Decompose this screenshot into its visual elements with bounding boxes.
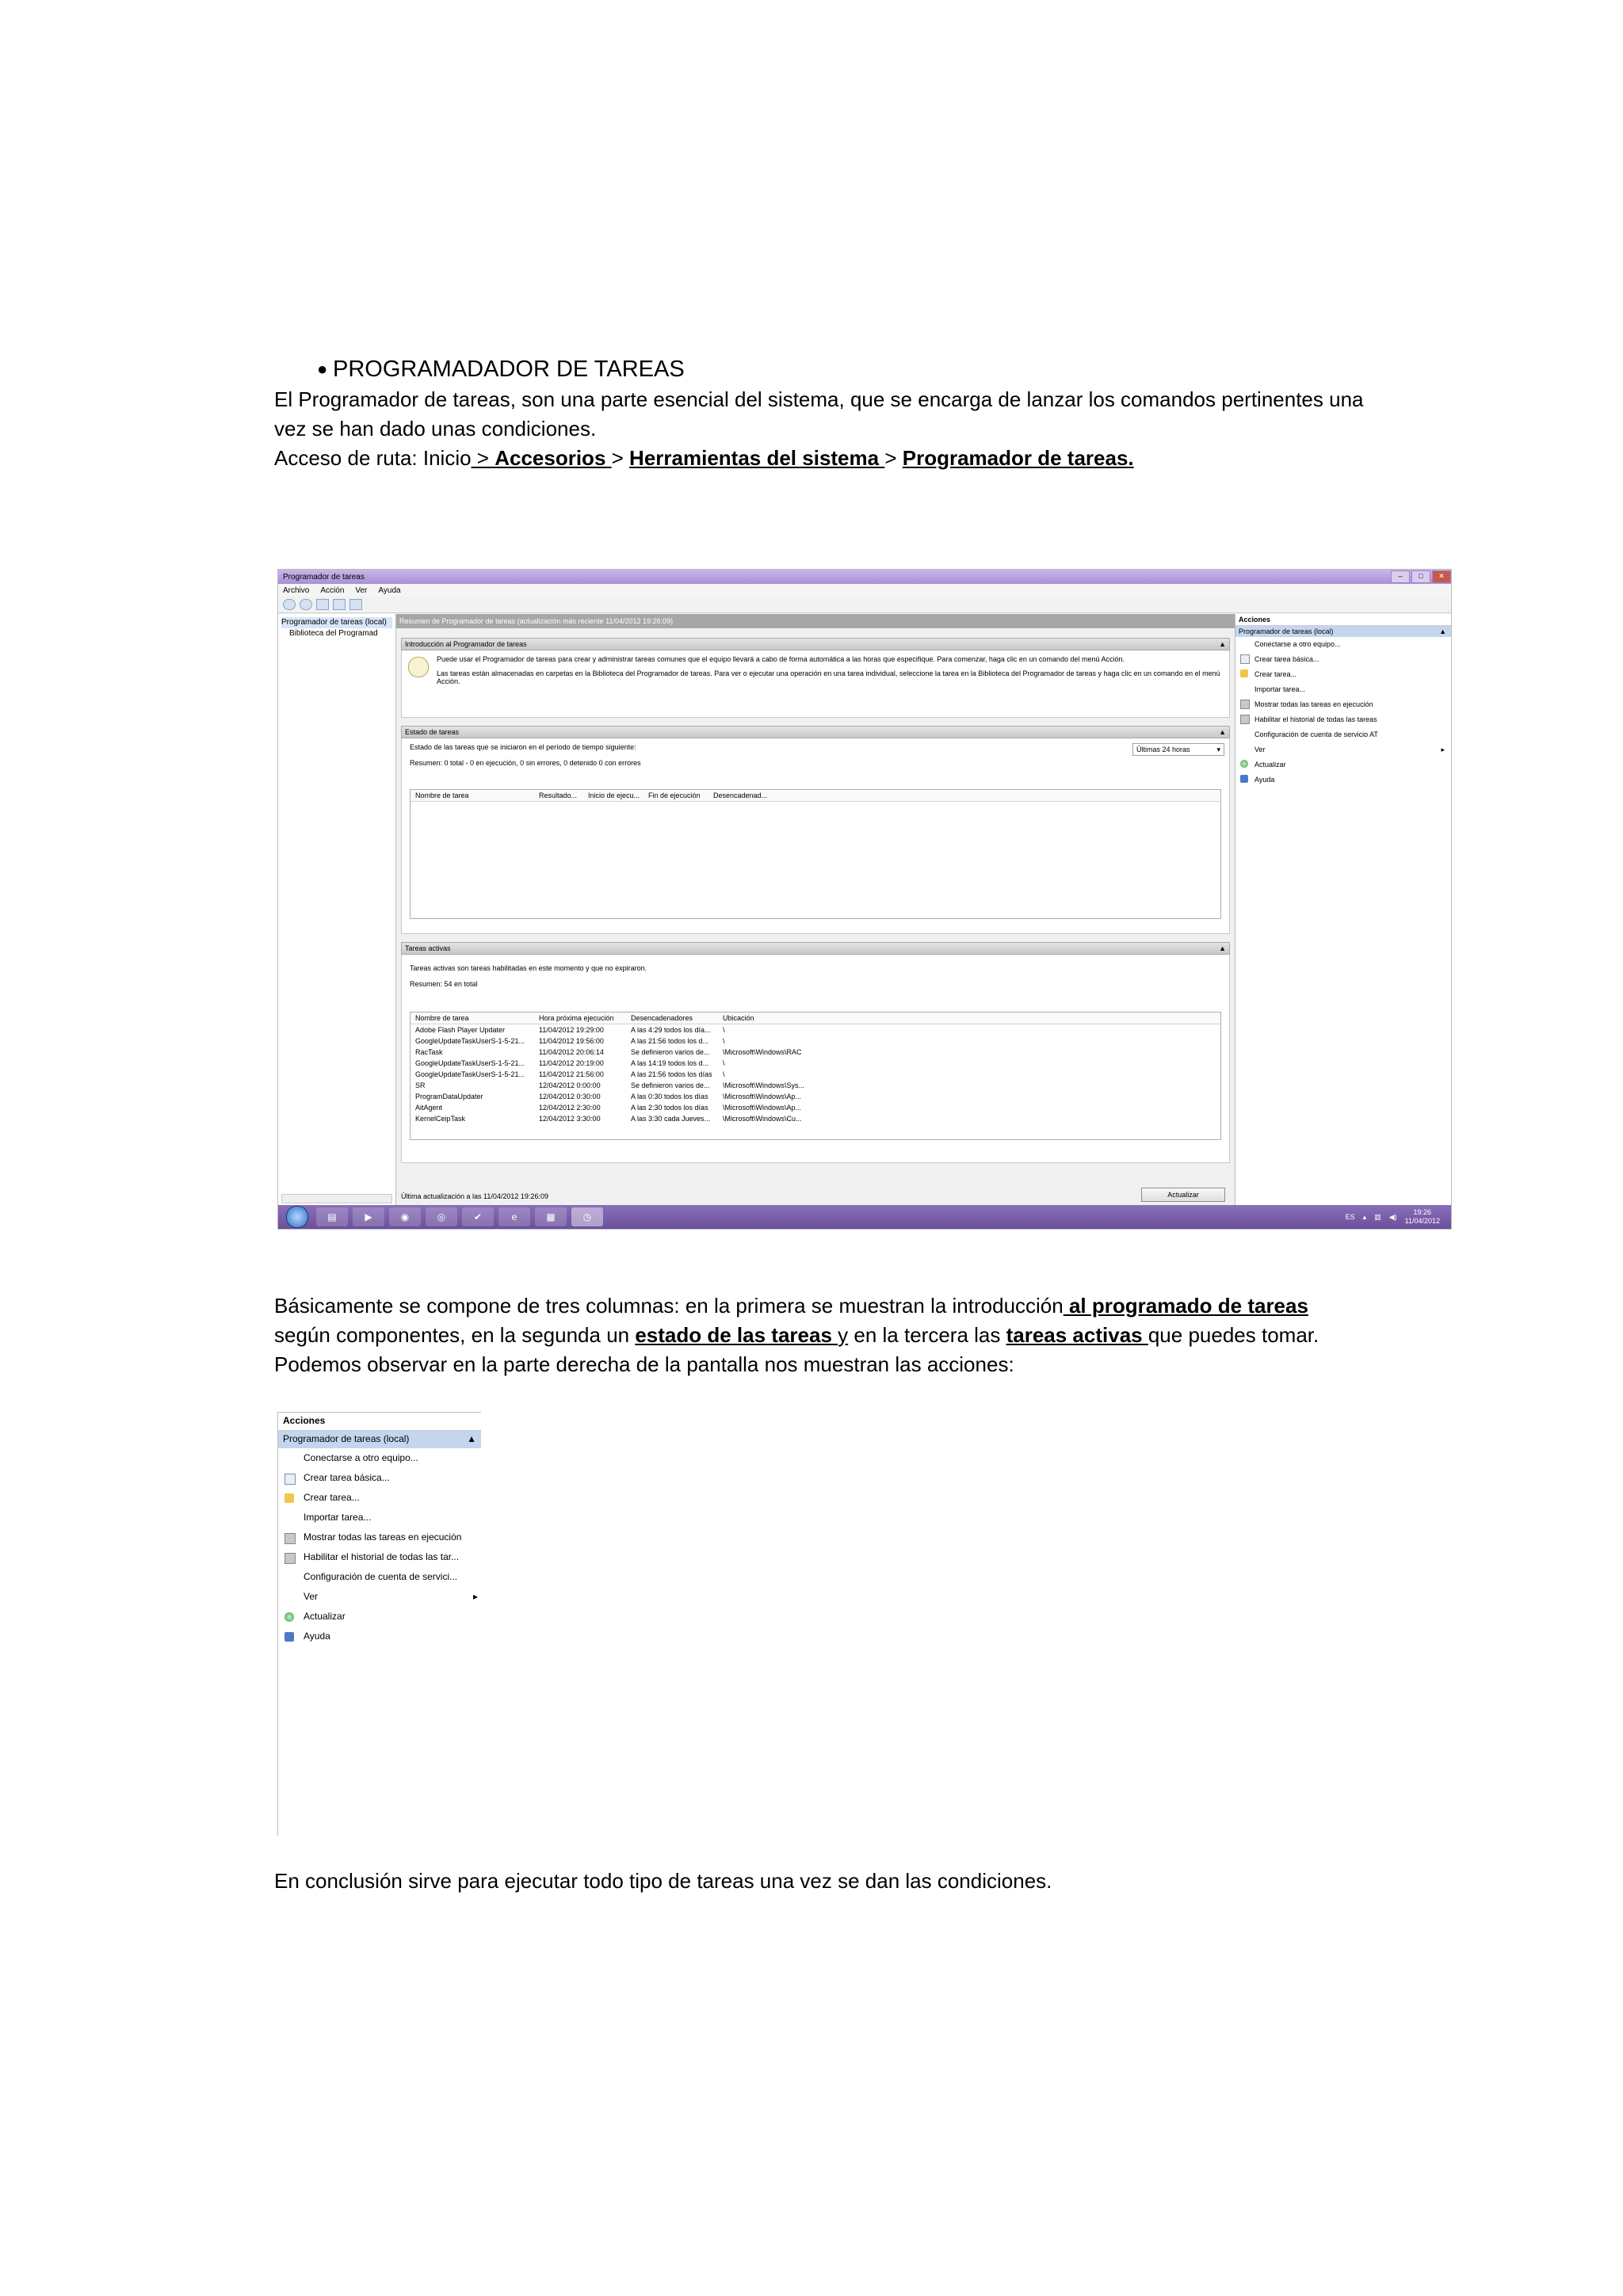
action-create-basic[interactable]: Crear tarea básica... [1235, 652, 1451, 667]
action-at-service[interactable]: Configuración de cuenta de servicio AT [1254, 730, 1378, 738]
window-titlebar [278, 570, 1451, 584]
action-enable-history[interactable]: Habilitar el historial de todas las tareas [1235, 712, 1451, 727]
internet-explorer-icon[interactable]: e [498, 1207, 530, 1226]
tray-arrow-icon[interactable]: ▴ [1362, 1212, 1367, 1221]
start-button-icon[interactable] [286, 1206, 308, 1228]
toolbar [278, 597, 1451, 613]
route-prefix: Acceso de ruta: Inicio [274, 446, 472, 470]
action-connect[interactable]: Conectarse a otro equipo... [1254, 640, 1341, 648]
collapse-icon: ▲ [1219, 728, 1226, 736]
forward-icon[interactable] [300, 599, 312, 610]
summary-pane [396, 614, 1235, 1205]
minimize-button[interactable]: – [1391, 570, 1410, 583]
update-button[interactable]: Actualizar [1141, 1188, 1225, 1202]
intro-text: El Programador de tareas, son una parte esencial del sistema, que se encarga de lanzar los comandos pertinentes una vez se han dado unas condiciones. [274, 387, 1364, 441]
list-icon [285, 1533, 296, 1544]
tree-item-local[interactable]: Programador de tareas (local) [281, 617, 392, 628]
chart-app-icon[interactable]: ▦ [535, 1207, 567, 1226]
route-link-programador[interactable]: Programador de tareas. [902, 446, 1134, 470]
period-dropdown[interactable]: Últimas 24 horas ▾ [1132, 743, 1224, 756]
action-refresh[interactable]: Actualizar [1235, 757, 1451, 772]
table-row[interactable]: GoogleUpdateTaskUserS-1-5-21... 11/04/2012 19:56:00 A las 21:56 todos los d... \ [415, 1037, 725, 1045]
table-row[interactable]: ProgramDataUpdater 12/04/2012 0:30:00 A las 0:30 todos los días \Microsoft\Windows\Ap... [415, 1093, 802, 1100]
history-icon [285, 1553, 296, 1564]
history-icon [1240, 715, 1250, 724]
chevron-right-icon: ▸ [472, 1591, 478, 1602]
table-row[interactable]: GoogleUpdateTaskUserS-1-5-21... 11/04/2012 21:56:00 A las 21:56 todos los días \ [415, 1070, 725, 1078]
intro-section-header[interactable]: Introducción al Programador de tareas ▲ [401, 638, 1230, 650]
summary-header: Resumen de Programador de tareas (actualización más reciente 11/04/2012 19:26:09) [396, 614, 1235, 628]
action-pane-icon[interactable] [349, 599, 362, 610]
refresh-icon [1240, 760, 1248, 768]
action-at-service[interactable]: Configuración de cuenta de servici... [304, 1571, 458, 1582]
link-intro[interactable]: al programado de tareas [1063, 1294, 1308, 1318]
taskbar [278, 1205, 1451, 1229]
active-section-body: Tareas activas son tareas habilitadas en este momento y que no expiraron. Resumen: 54 en total Nombre de tarea Hora próxima ejecución Desencadenadores Ubicación Adobe Flash Player Updater 11/04/2012 19:29:00 A las 4:29 todos los día... \ GoogleUpdateTaskUserS-1-5-21... 11/04/2012 19:56:00 A las 21:56 todos los d... \ RacTask 11/04/2012 20:06:14 Se definieron varios de... \Microsoft\Windows\RAC GoogleUpdateTaskUserS-1-5-21... 11/04/2012 20:19:00 A las 14:19 todos los d... \ GoogleUpdateTaskUserS-1-5-21... 11/04/2012 21:56:00 A las 21:56 todos los días \ SR 12/04/2012 0:00:00 Se definieron varios de... \Microsoft\Windows\Sys... ProgramDataUpdater 12/04/2012 0:30:00 A las 0:30 todos los días \Microsoft\Windows\Ap... AitAgent 12/04/2012 2:30:00 A las 2:30 todos los días \Microsoft\Windows\Ap... KernelCeipTask 12/04/2012 3:30:00 A las 3:30 cada Jueves... \Microsoft\Windows\Cu... [401, 955, 1230, 1163]
maximize-button[interactable]: □ [1411, 570, 1430, 583]
action-enable-history[interactable]: Habilitar el historial de todas las tar... [278, 1547, 481, 1567]
volume-icon[interactable]: ◀) [1388, 1212, 1397, 1221]
action-show-running[interactable]: Mostrar todas las tareas en ejecución [1235, 697, 1451, 712]
clock[interactable]: 19:26 11/04/2012 [1404, 1208, 1440, 1225]
app-icon[interactable]: ◎ [426, 1207, 457, 1226]
menu-ver[interactable]: Ver [355, 585, 368, 595]
action-create[interactable]: Crear tarea... [1235, 667, 1451, 682]
menu-bar [278, 584, 1451, 597]
explorer-icon[interactable]: ▤ [316, 1207, 348, 1226]
link-estado[interactable]: estado de las tareas [635, 1323, 838, 1347]
new-task-icon [285, 1493, 294, 1503]
firefox-icon[interactable]: ◉ [389, 1207, 421, 1226]
action-help[interactable]: Ayuda [278, 1627, 481, 1646]
messenger-icon[interactable]: ✔ [462, 1207, 494, 1226]
tree-scrollbar[interactable] [281, 1194, 392, 1203]
actions-group-header[interactable]: Programador de tareas (local) ▲ [278, 1431, 481, 1448]
menu-accion[interactable]: Acción [320, 585, 345, 595]
action-view[interactable]: Ver ▸ [304, 1591, 478, 1602]
help-icon [1240, 775, 1248, 783]
refresh-icon [285, 1612, 294, 1622]
columns-paragraph: Básicamente se compone de tres columnas: en la primera se muestran la introducción al programado de tareas según componentes, en la segunda un estado de las tareas y en la tercera las tareas activas que puedes tomar. Podemos observar en la parte derecha de la pantalla nos muestran las acciones: [274, 1294, 1319, 1376]
tree-item-library[interactable]: Biblioteca del Programad [289, 629, 378, 638]
language-indicator[interactable]: ES [1345, 1213, 1355, 1221]
collapse-icon: ▲ [1439, 627, 1446, 635]
collapse-icon: ▲ [467, 1433, 476, 1444]
route-link-herramientas[interactable]: Herramientas del sistema [629, 446, 885, 470]
help-icon [285, 1632, 294, 1642]
actions-pane [1235, 614, 1451, 1205]
menu-archivo[interactable]: Archivo [283, 585, 310, 595]
chevron-right-icon: ▸ [1441, 746, 1445, 753]
action-create-basic[interactable]: Crear tarea básica... [278, 1468, 481, 1488]
media-player-icon[interactable]: ▶ [353, 1207, 384, 1226]
collapse-icon: ▲ [1219, 944, 1226, 952]
action-show-running[interactable]: Mostrar todas las tareas en ejecución [278, 1527, 481, 1547]
table-row[interactable]: SR 12/04/2012 0:00:00 Se definieron varios de... \Microsoft\Windows\Sys... [415, 1081, 805, 1089]
table-row[interactable]: RacTask 11/04/2012 20:06:14 Se definieron varios de... \Microsoft\Windows\RAC [415, 1048, 802, 1056]
action-refresh[interactable]: Actualizar [278, 1607, 481, 1627]
clock-icon [408, 657, 429, 677]
collapse-icon: ▲ [1219, 640, 1226, 648]
active-section-header[interactable]: Tareas activas ▲ [401, 942, 1230, 955]
actions-title: Acciones [1235, 614, 1451, 626]
action-import[interactable]: Importar tarea... [304, 1512, 372, 1523]
route-link-accesorios[interactable]: Accesorios [495, 446, 612, 470]
table-row[interactable]: Adobe Flash Player Updater 11/04/2012 19:29:00 A las 4:29 todos los día... \ [415, 1026, 725, 1034]
status-grid: Nombre de tarea Resultado... Inicio de ejecu... Fin de ejecución Desencadenad... [410, 789, 1221, 919]
table-row[interactable]: AitAgent 12/04/2012 2:30:00 A las 2:30 todos los días \Microsoft\Windows\Ap... [415, 1104, 802, 1112]
chevron-down-icon: ▾ [1216, 746, 1220, 753]
list-icon [1240, 700, 1250, 709]
tree-pane [278, 614, 396, 1205]
intro-section-body: Puede usar el Programador de tareas para crear y administrar tareas comunes que el equipo llevará a cabo de forma automática a las horas que especifique. Para comenzar, haga clic en un comando del menú Acción. Las tareas están almacenadas en carpetas en la Biblioteca del Programador de tareas. Para ver o ejecutar una operación en una tarea individual, seleccione la tarea en la Biblioteca del Programador de tareas y haga clic en un comando en el menú Acción. [401, 650, 1230, 718]
last-update-text: Última actualización a las 11/04/2012 19:26:09 [401, 1192, 548, 1200]
menu-ayuda[interactable]: Ayuda [378, 585, 401, 595]
action-connect[interactable]: Conectarse a otro equipo... [304, 1452, 418, 1463]
action-help[interactable]: Ayuda [1235, 772, 1451, 788]
actions-title: Acciones [278, 1413, 481, 1431]
task-scheduler-icon[interactable]: ◷ [571, 1207, 603, 1226]
intro-paragraph: El Programador de tareas, son una parte esencial del sistema, que se encarga de lanzar los comandos pertinentes una vez se han dado unas condiciones. Acceso de ruta: Inicio > Accesorios > Herramientas del sistema > Programador de tareas. [274, 387, 1364, 470]
status-section-header[interactable]: Estado de tareas ▲ [401, 726, 1230, 738]
bullet-title: ● PROGRAMADADOR DE TAREAS [317, 357, 685, 382]
active-tasks-grid: Nombre de tarea Hora próxima ejecución Desencadenadores Ubicación Adobe Flash Player Updater 11/04/2012 19:29:00 A las 4:29 todos los día... \ GoogleUpdateTaskUserS-1-5-21... 11/04/2012 19:56:00 A las 21:56 todos los d... \ RacTask 11/04/2012 20:06:14 Se definieron varios de... \Microsoft\Windows\RAC GoogleUpdateTaskUserS-1-5-21... 11/04/2012 20:19:00 A las 14:19 todos los d... \ GoogleUpdateTaskUserS-1-5-21... 11/04/2012 21:56:00 A las 21:56 todos los días \ SR 12/04/2012 0:00:00 Se definieron varios de... \Microsoft\Windows\Sys... ProgramDataUpdater 12/04/2012 0:30:00 A las 0:30 todos los días \Microsoft\Windows\Ap... AitAgent 12/04/2012 2:30:00 A las 2:30 todos los días \Microsoft\Windows\Ap... KernelCeipTask 12/04/2012 3:30:00 A las 3:30 cada Jueves... \Microsoft\Windows\Cu... [410, 1012, 1221, 1140]
table-row[interactable]: GoogleUpdateTaskUserS-1-5-21... 11/04/2012 20:19:00 A las 14:19 todos los d... \ [415, 1059, 725, 1067]
window-title: Programador de tareas [283, 572, 365, 582]
action-view[interactable]: Ver ▸ [1235, 742, 1451, 757]
actions-intro-text: Podemos observar en la parte derecha de la pantalla nos muestran las acciones: [274, 1352, 1014, 1376]
new-task-icon [1240, 669, 1248, 677]
actions-screenshot [277, 1412, 481, 1836]
table-row[interactable]: KernelCeipTask 12/04/2012 3:30:00 A las 3:30 cada Jueves... \Microsoft\Windows\Cu... [415, 1115, 802, 1123]
system-tray [1346, 1208, 1451, 1226]
action-import[interactable]: Importar tarea... [1254, 685, 1306, 693]
network-icon[interactable]: ▥ [1374, 1212, 1381, 1221]
task-scheduler-screenshot [277, 569, 1452, 1230]
calendar-icon [1240, 654, 1250, 664]
help-icon[interactable] [333, 599, 346, 610]
console-tree-icon[interactable] [316, 599, 329, 610]
actions-group-header[interactable]: Programador de tareas (local) ▲ [1235, 626, 1451, 637]
action-create[interactable]: Crear tarea... [278, 1488, 481, 1508]
bullet-icon: ● [317, 359, 328, 379]
calendar-icon [285, 1474, 296, 1485]
status-section-body: Estado de las tareas que se iniciaron en el período de tiempo siguiente: Últimas 24 horas ▾ Resumen: 0 total - 0 en ejecución, 0 sin errores, 0 detenido 0 con errores Nombre de tarea Resultado... Inicio de ejecu... Fin de ejecución Desencadenad... [401, 738, 1230, 934]
back-icon[interactable] [283, 599, 296, 610]
link-activas[interactable]: tareas activas [1006, 1323, 1148, 1347]
conclusion-paragraph: En conclusión sirve para ejecutar todo tipo de tareas una vez se dan las condiciones. [274, 1869, 1052, 1893]
close-button[interactable]: ✕ [1432, 570, 1451, 583]
